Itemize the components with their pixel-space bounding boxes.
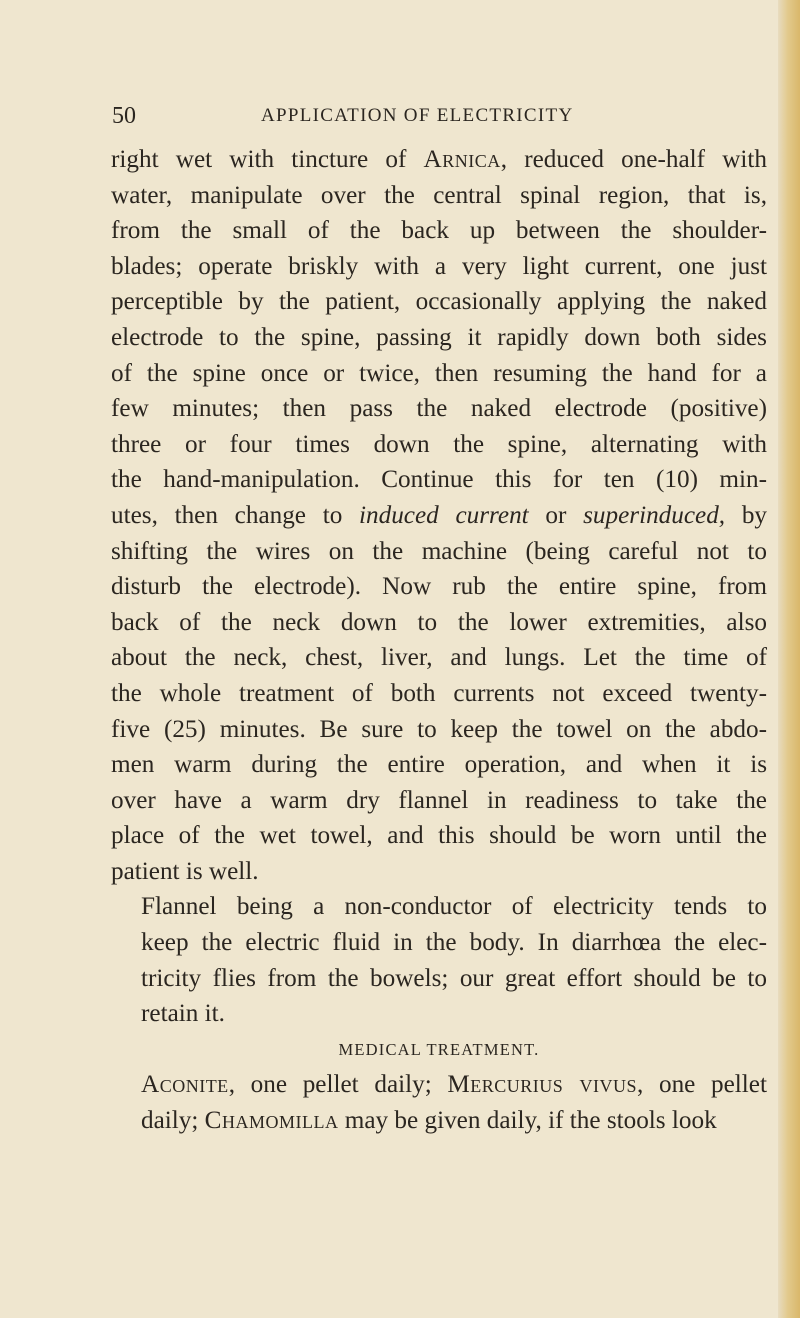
- text-line: over have a warm dry flannel in readiness to take the: [111, 786, 767, 814]
- section-heading: MEDICAL TREATMENT.: [338, 1039, 540, 1059]
- paragraph-1: [111, 142, 767, 889]
- text-line: disturb the electrode). Now rub the entire spine, from: [111, 573, 767, 601]
- text-line: shifting the wires on the machine (being careful not to: [111, 537, 767, 565]
- text-line: place of the wet towel, and this should be worn until the: [111, 822, 767, 850]
- text-line: patient is well.: [111, 857, 259, 885]
- italic-term: superinduced,: [583, 501, 726, 529]
- text-line: back of the neck down to the lower extremities, also: [111, 608, 767, 636]
- italic-term: induced current: [359, 501, 529, 529]
- text-line: about the neck, chest, liver, and lungs. Let the time of: [111, 644, 767, 672]
- text-line: the whole treatment of both currents not exceed twenty-: [111, 679, 767, 707]
- text-line: few minutes; then pass the naked electrode (positive): [111, 395, 767, 423]
- text-line: three or four times down the spine, alternating with: [111, 430, 767, 458]
- text-line: daily; Chamomilla may be given daily, if the stools look: [141, 1107, 717, 1135]
- text-line: utes, then change to induced current or superinduced, by: [111, 501, 768, 529]
- text-line: electrode to the spine, passing it rapidly down both sides: [111, 323, 767, 351]
- text-line: from the small of the back up between the shoulder-: [111, 217, 767, 245]
- text-line: the hand-manipulation. Continue this for ten (10) min-: [111, 466, 767, 494]
- text-line: five (25) minutes. Be sure to keep the towel on the abdo-: [111, 715, 767, 743]
- text-line: retain it.: [141, 1000, 225, 1028]
- page-edge: [778, 0, 800, 1318]
- text-line: Aconite, one pellet daily; Mercurius vivus, one pellet: [141, 1071, 767, 1099]
- small-caps-term: Chamomilla: [204, 1107, 339, 1135]
- text-line: blades; operate briskly with a very light current, one just: [111, 252, 767, 280]
- text-line: right wet with tincture of Arnica, reduced one-half with: [111, 146, 767, 173]
- paragraph-2: [111, 889, 767, 1031]
- text-line: keep the electric fluid in the body. In diarrhœa the elec-: [141, 929, 767, 957]
- body-text: [111, 142, 767, 1139]
- running-title: APPLICATION OF ELECTRICITY: [261, 105, 574, 126]
- text-line: tricity flies from the bowels; our great effort should be to: [141, 964, 767, 992]
- page-header: [112, 98, 712, 134]
- small-caps-term: Mercurius vivus: [447, 1071, 637, 1099]
- paragraph-3: [111, 1067, 767, 1138]
- page-number: 50: [112, 103, 136, 129]
- text-line: water, manipulate over the central spinal region, that is,: [111, 181, 767, 209]
- text-line: men warm during the entire operation, and when it is: [111, 751, 767, 779]
- text-line: Flannel being a non-conductor of electricity tends to: [141, 893, 767, 921]
- small-caps-term: Aconite: [141, 1071, 229, 1099]
- text-line: perceptible by the patient, occasionally applying the naked: [111, 288, 767, 316]
- text-line: of the spine once or twice, then resuming the hand for a: [111, 359, 767, 387]
- small-caps-term: Arnica: [423, 146, 501, 173]
